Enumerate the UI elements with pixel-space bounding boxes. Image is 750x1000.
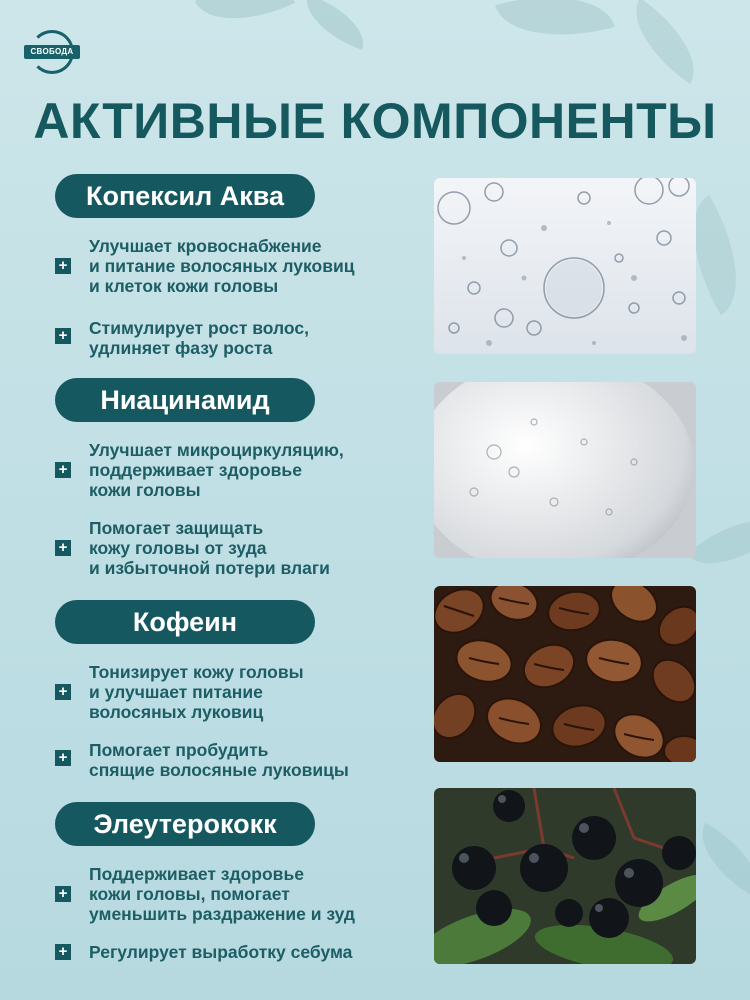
plus-icon: + [55,750,71,766]
plus-icon: + [55,944,71,960]
brand-logo [24,30,80,78]
coffee-beans-image [434,586,696,762]
plus-icon: + [55,258,71,274]
logo-text: СВОБОДА [24,45,80,59]
component-name-badge: Копексил Аква [55,174,315,218]
component-name-badge: Кофеин [55,600,315,644]
benefit-text: Поддерживает здоровье кожи головы, помогает уменьшить раздражение и зуд [89,864,356,924]
benefit-text: Улучшает микроциркуляцию, поддерживает здоровье кожи головы [89,440,344,500]
benefit-text: Регулирует выработку себума [89,942,353,962]
benefit-text: Помогает защищать кожу головы от зуда и избыточной потери влаги [89,518,330,578]
water-bubbles-image [434,178,696,354]
benefit-text: Помогает пробудить спящие волосяные луковицы [89,740,349,780]
decorative-leaf [495,0,615,55]
clear-gel-image [434,382,696,558]
page-title: АКТИВНЫЕ КОМПОНЕНТЫ [33,93,717,149]
benefit-text: Тонизирует кожу головы и улучшает питание волосяных луковиц [89,662,304,722]
benefit-text: Стимулирует рост волос, удлиняет фазу роста [89,318,309,358]
component-name-badge: Ниацинамид [55,378,315,422]
black-berries-image [434,788,696,964]
decorative-leaf [296,0,373,50]
plus-icon: + [55,684,71,700]
plus-icon: + [55,540,71,556]
component-name-badge: Элеутерококк [55,802,315,846]
plus-icon: + [55,462,71,478]
decorative-leaf [195,0,295,41]
plus-icon: + [55,328,71,344]
plus-icon: + [55,886,71,902]
decorative-leaf [616,0,714,84]
benefit-text: Улучшает кровоснабжение и питание волосяных луковиц и клеток кожи головы [89,236,355,296]
